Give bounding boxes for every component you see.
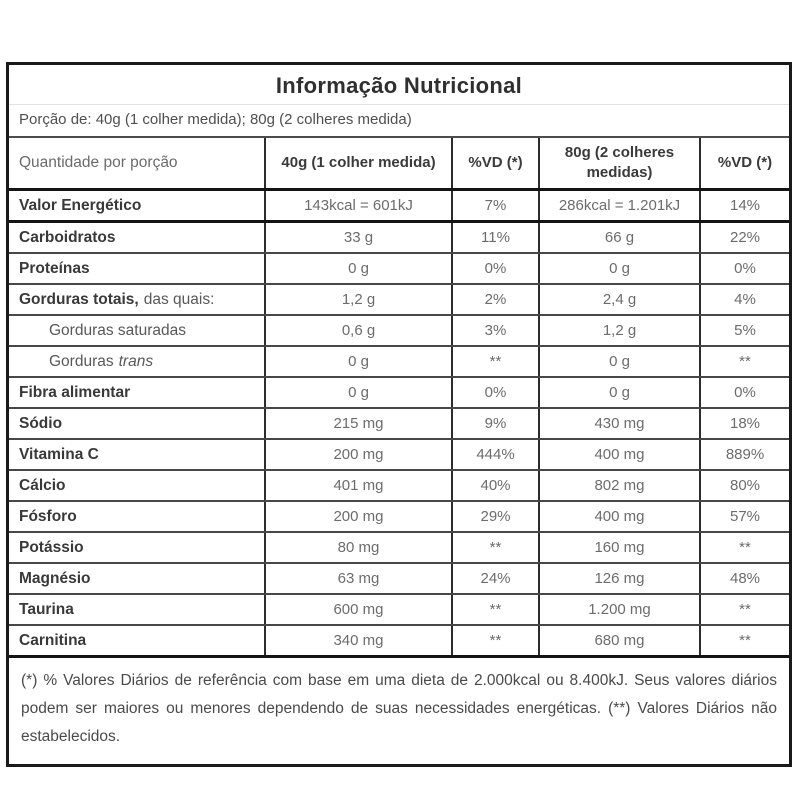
vd-80g-cell: 80% xyxy=(700,470,789,501)
row-label: Fósforo xyxy=(9,501,265,532)
vd-80g-cell: 57% xyxy=(700,501,789,532)
row-sodio xyxy=(9,408,789,439)
vd-40g-cell: 7% xyxy=(452,190,539,222)
qty-80g-cell: 802 mg xyxy=(539,470,700,501)
qty-80g-cell: 0 g xyxy=(539,377,700,408)
qty-40g-cell: 143kcal = 601kJ xyxy=(265,190,452,222)
qty-80g-cell: 66 g xyxy=(539,222,700,254)
qty-40g-cell: 33 g xyxy=(265,222,452,254)
qty-40g-cell: 215 mg xyxy=(265,408,452,439)
vd-40g-cell: 24% xyxy=(452,563,539,594)
daily-values-footnote: (*) % Valores Diários de referência com base em uma dieta de 2.000kcal ou 8.400kJ. Seus valores diários podem ser maiores ou menores dependendo de suas necessidades energéticas. (**) Valores Diários não estabelecidos. xyxy=(21,672,777,745)
column-header-vd-40g: %VD (*) xyxy=(452,138,539,190)
qty-80g-cell: 1,2 g xyxy=(539,315,700,346)
page-title: Informação Nutricional xyxy=(9,65,789,105)
qty-80g-cell: 2,4 g xyxy=(539,284,700,315)
row-magnesio xyxy=(9,563,789,594)
qty-40g-cell: 80 mg xyxy=(265,532,452,563)
qty-40g-cell: 200 mg xyxy=(265,439,452,470)
qty-40g-cell: 340 mg xyxy=(265,625,452,657)
qty-40g-cell: 0 g xyxy=(265,253,452,284)
vd-40g-cell: 0% xyxy=(452,253,539,284)
vd-80g-cell: 5% xyxy=(700,315,789,346)
qty-80g-cell: 680 mg xyxy=(539,625,700,657)
qty-40g-cell: 0 g xyxy=(265,377,452,408)
vd-40g-cell: 11% xyxy=(452,222,539,254)
qty-80g-cell: 126 mg xyxy=(539,563,700,594)
vd-40g-cell: ** xyxy=(452,532,539,563)
vd-80g-cell: ** xyxy=(700,532,789,563)
vd-40g-cell: 444% xyxy=(452,439,539,470)
vd-40g-cell: ** xyxy=(452,625,539,657)
qty-80g-cell: 400 mg xyxy=(539,501,700,532)
row-label: Potássio xyxy=(9,532,265,563)
vd-40g-cell: ** xyxy=(452,346,539,377)
row-calcio xyxy=(9,470,789,501)
qty-80g-cell: 1.200 mg xyxy=(539,594,700,625)
row-potassio xyxy=(9,532,789,563)
table-header-row xyxy=(9,138,789,190)
vd-80g-cell: 18% xyxy=(700,408,789,439)
row-label: Valor Energético xyxy=(9,190,265,222)
row-gorduras-saturadas xyxy=(9,315,789,346)
vd-80g-cell: 0% xyxy=(700,377,789,408)
row-label: Taurina xyxy=(9,594,265,625)
vd-80g-cell: 48% xyxy=(700,563,789,594)
row-label: Gorduras saturadas xyxy=(9,315,265,346)
vd-40g-cell: 2% xyxy=(452,284,539,315)
qty-40g-cell: 600 mg xyxy=(265,594,452,625)
column-header-80g: 80g (2 colheres medidas) xyxy=(539,138,700,190)
nutrition-table xyxy=(9,138,789,658)
vd-40g-cell: ** xyxy=(452,594,539,625)
row-gorduras-totais xyxy=(9,284,789,315)
row-label: Proteínas xyxy=(9,253,265,284)
row-fosforo xyxy=(9,501,789,532)
qty-40g-cell: 1,2 g xyxy=(265,284,452,315)
row-label: Gorduras trans xyxy=(9,346,265,377)
qty-40g-cell: 0 g xyxy=(265,346,452,377)
row-proteinas xyxy=(9,253,789,284)
column-header-vd-80g: %VD (*) xyxy=(700,138,789,190)
row-label: Sódio xyxy=(9,408,265,439)
vd-40g-cell: 3% xyxy=(452,315,539,346)
qty-80g-cell: 430 mg xyxy=(539,408,700,439)
row-gorduras-trans xyxy=(9,346,789,377)
row-fibra-alimentar xyxy=(9,377,789,408)
vd-40g-cell: 9% xyxy=(452,408,539,439)
row-label: Gorduras totais, das quais: xyxy=(9,284,265,315)
vd-40g-cell: 0% xyxy=(452,377,539,408)
column-header-quantity: Quantidade por porção xyxy=(9,138,265,190)
qty-40g-cell: 401 mg xyxy=(265,470,452,501)
serving-size-text: Porção de: 40g (1 colher medida); 80g (2 colheres medida) xyxy=(9,105,789,138)
row-label: Vitamina C xyxy=(9,439,265,470)
qty-40g-cell: 200 mg xyxy=(265,501,452,532)
vd-80g-cell: 0% xyxy=(700,253,789,284)
qty-80g-cell: 0 g xyxy=(539,253,700,284)
vd-80g-cell: 22% xyxy=(700,222,789,254)
row-label: Magnésio xyxy=(9,563,265,594)
row-vitamina-c xyxy=(9,439,789,470)
vd-80g-cell: ** xyxy=(700,594,789,625)
nutrition-label-box xyxy=(6,62,792,767)
qty-80g-cell: 160 mg xyxy=(539,532,700,563)
row-label: Cálcio xyxy=(9,470,265,501)
qty-80g-cell: 286kcal = 1.201kJ xyxy=(539,190,700,222)
row-taurina xyxy=(9,594,789,625)
vd-80g-cell: ** xyxy=(700,625,789,657)
vd-80g-cell: 14% xyxy=(700,190,789,222)
row-carboidratos xyxy=(9,222,789,254)
vd-80g-cell: ** xyxy=(700,346,789,377)
row-valor-energetico xyxy=(9,190,789,222)
row-label: Carnitina xyxy=(9,625,265,657)
vd-80g-cell: 4% xyxy=(700,284,789,315)
qty-40g-cell: 63 mg xyxy=(265,563,452,594)
vd-40g-cell: 40% xyxy=(452,470,539,501)
qty-80g-cell: 400 mg xyxy=(539,439,700,470)
row-label: Carboidratos xyxy=(9,222,265,254)
qty-80g-cell: 0 g xyxy=(539,346,700,377)
row-label: Fibra alimentar xyxy=(9,377,265,408)
row-carnitina xyxy=(9,625,789,657)
qty-40g-cell: 0,6 g xyxy=(265,315,452,346)
column-header-40g: 40g (1 colher medida) xyxy=(265,138,452,190)
vd-40g-cell: 29% xyxy=(452,501,539,532)
vd-80g-cell: 889% xyxy=(700,439,789,470)
